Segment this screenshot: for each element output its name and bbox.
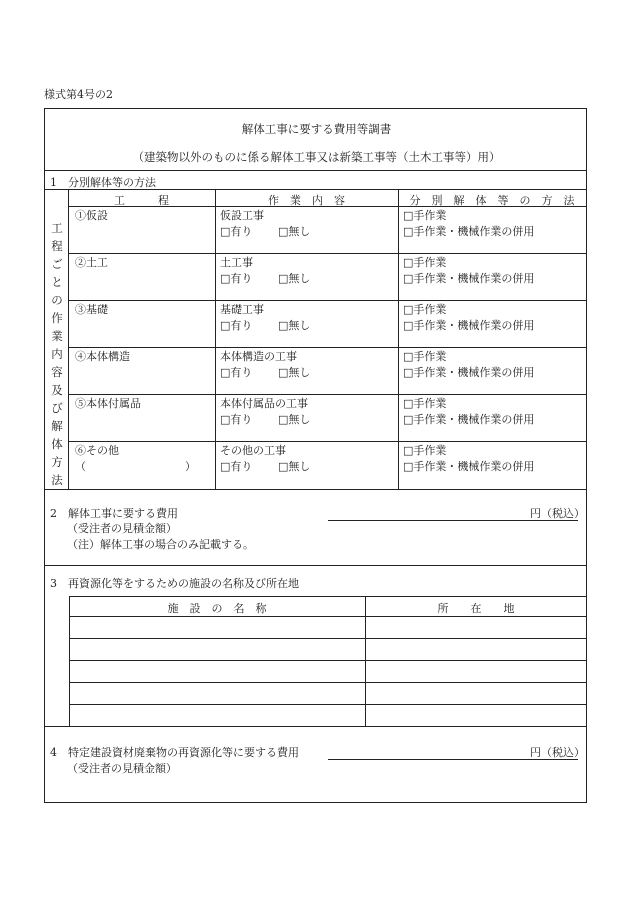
col-work-header: 作 業 内 容: [268, 194, 345, 207]
section4-estimate-note: （受注者の見積金額）: [67, 762, 177, 775]
section3-heading: 3 再資源化等をするための施設の名称及び所在地: [50, 577, 299, 590]
method-manual-checkbox[interactable]: □手作業: [403, 303, 447, 316]
section4-heading: 4 特定建設資材廃棄物の再資源化等に要する費用: [50, 746, 299, 759]
process-label: ③基礎: [75, 303, 108, 316]
process-label: ⑤本体付属品: [75, 397, 141, 410]
method-manual-checkbox[interactable]: □手作業: [403, 444, 447, 457]
work-no-checkbox[interactable]: □無し: [278, 319, 311, 332]
col-facility-name-header: 施 設 の 名 称: [167, 602, 267, 615]
work-yes-checkbox[interactable]: □有り: [220, 366, 253, 379]
work-label: 本体付属品の工事: [220, 397, 308, 410]
work-no-checkbox[interactable]: □無し: [278, 272, 311, 285]
page-subtitle: （建築物以外のものに係る解体工事又は新築工事等（土木工事等）用）: [132, 150, 501, 164]
col-process-header: 工 程: [114, 194, 169, 207]
process-label: ④本体構造: [75, 350, 130, 363]
method-combined-checkbox[interactable]: □手作業・機械作業の併用: [403, 319, 535, 332]
col-method-header: 分 別 解 体 等 の 方 法: [409, 194, 575, 207]
work-yes-checkbox[interactable]: □有り: [220, 319, 253, 332]
work-no-checkbox[interactable]: □無し: [278, 366, 311, 379]
method-manual-checkbox[interactable]: □手作業: [403, 397, 447, 410]
col-location-header: 所 在 地: [437, 602, 515, 615]
method-combined-checkbox[interactable]: □手作業・機械作業の併用: [403, 366, 535, 379]
work-no-checkbox[interactable]: □無し: [278, 225, 311, 238]
work-yes-checkbox[interactable]: □有り: [220, 225, 253, 238]
work-no-checkbox[interactable]: □無し: [278, 460, 311, 473]
section4-unit: 円（税込）: [530, 746, 585, 759]
section2-estimate-note: （受注者の見積金額）: [67, 522, 177, 535]
process-label: ①仮設: [75, 209, 108, 222]
work-yes-checkbox[interactable]: □有り: [220, 413, 253, 426]
process-label: ②土工: [75, 256, 108, 269]
method-manual-checkbox[interactable]: □手作業: [403, 350, 447, 363]
section1-vertical-label: 工程ごとの作業内容及び解体方法: [51, 221, 63, 487]
work-label: 仮設工事: [220, 209, 264, 222]
method-manual-checkbox[interactable]: □手作業: [403, 209, 447, 222]
section1-heading: 1 分別解体等の方法: [50, 176, 156, 189]
section2-demolition-note: （注）解体工事の場合のみ記載する。: [67, 538, 254, 551]
work-label: 土工事: [220, 256, 253, 269]
method-combined-checkbox[interactable]: □手作業・機械作業の併用: [403, 272, 535, 285]
work-label: 基礎工事: [220, 303, 264, 316]
process-sub-label: （ ）: [75, 460, 196, 473]
page-title: 解体工事に要する費用等調書: [241, 122, 392, 136]
work-label: 本体構造の工事: [220, 350, 297, 363]
section2-heading: 2 解体工事に要する費用: [50, 507, 178, 520]
work-yes-checkbox[interactable]: □有り: [220, 272, 253, 285]
process-label: ⑥その他: [75, 444, 119, 457]
section2-unit: 円（税込）: [530, 507, 585, 520]
method-manual-checkbox[interactable]: □手作業: [403, 256, 447, 269]
method-combined-checkbox[interactable]: □手作業・機械作業の併用: [403, 225, 535, 238]
form-box: [44, 108, 587, 803]
form-number: 様式第4号の2: [44, 88, 113, 101]
method-combined-checkbox[interactable]: □手作業・機械作業の併用: [403, 460, 535, 473]
work-yes-checkbox[interactable]: □有り: [220, 460, 253, 473]
work-label: その他の工事: [220, 444, 286, 457]
work-no-checkbox[interactable]: □無し: [278, 413, 311, 426]
method-combined-checkbox[interactable]: □手作業・機械作業の併用: [403, 413, 535, 426]
